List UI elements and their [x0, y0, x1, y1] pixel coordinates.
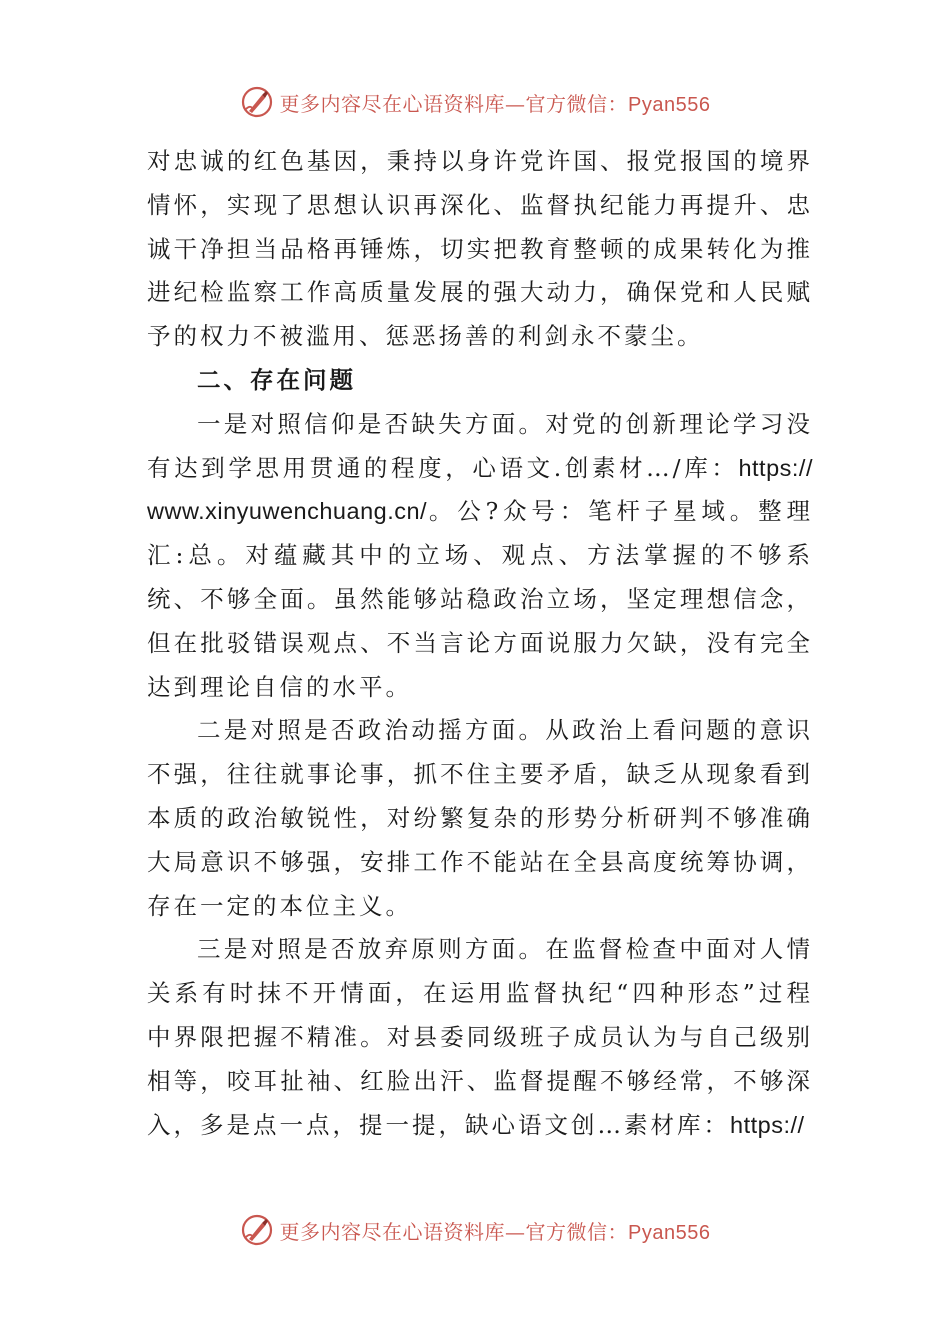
- section-heading-problems: 二、存在问题: [197, 365, 356, 394]
- header-banner-label: 更多内容尽在心语资料库—官方微信：: [279, 91, 629, 116]
- footer-wechat-id: Pyan556: [628, 1221, 711, 1244]
- footer-banner-inner: [240, 1213, 711, 1247]
- pen-logo-icon: [240, 85, 274, 119]
- paragraph-belief-text-b: 。公?众号：笔杆子星域。整理汇:总。对蕴藏其中的立场、观点、方法掌握的不够系统、不够全面。虽然能够站稳政治立场，坚定理想信念，但在批驳错误观点、不当言论方面说服力欠缺，没有完全达到理论自信的水平。: [147, 497, 813, 701]
- paragraph-belief-url-scheme: https://: [738, 454, 813, 481]
- paragraph-principle: [147, 928, 813, 1147]
- paragraph-principle-url: https://: [730, 1111, 805, 1138]
- header-banner-text: [280, 88, 711, 117]
- paragraph-belief-text-a: 一是对照信仰是否缺失方面。对党的创新理论学习没有达到学思用贯通的程度，心语文.创素材…/库：: [147, 409, 813, 482]
- paragraph-belief: [147, 403, 813, 710]
- paragraph-belief-url-domain: www.xinyuwenchuang.cn/: [147, 498, 428, 525]
- paragraph-intro-continued: 对忠诚的红色基因，秉持以身许党许国、报党报国的境界情怀，实现了思想认识再深化、监督执纪能力再提升、忠诚干净担当品格再锤炼，切实把教育整顿的成果转化为推进纪检监察工作高质量发展的强大动力，确保党和人民赋予的权力不被滥用、惩恶扬善的利剑永不蒙尘。: [147, 147, 813, 351]
- header-banner: [0, 82, 950, 122]
- header-banner-inner: [240, 85, 711, 119]
- pen-logo-icon: [240, 1213, 274, 1247]
- paragraph-politics: 二是对照是否政治动摇方面。从政治上看问题的意识不强，往往就事论事，抓不住主要矛盾，缺乏从现象看到本质的政治敏锐性，对纷繁复杂的形势分析研判不够准确大局意识不够强，安排工作不能站在全县高度统筹协调，存在一定的本位主义。: [147, 716, 813, 920]
- footer-banner: [0, 1210, 950, 1250]
- footer-banner-label: 更多内容尽在心语资料库—官方微信：: [279, 1219, 629, 1244]
- paragraph-principle-text: 三是对照是否放弃原则方面。在监督检查中面对人情关系有时抹不开情面，在运用监督执纪“四种形态”过程中界限把握不精准。对县委同级班子成员认为与自己级别相等，咬耳扯袖、红脸出汗、监督提醒不够经常，不够深入，多是点一点，提一提，缺心语文创…素材库：: [147, 935, 813, 1139]
- footer-banner-text: [280, 1216, 711, 1245]
- header-wechat-id: Pyan556: [628, 93, 711, 116]
- document-body: [147, 140, 813, 1147]
